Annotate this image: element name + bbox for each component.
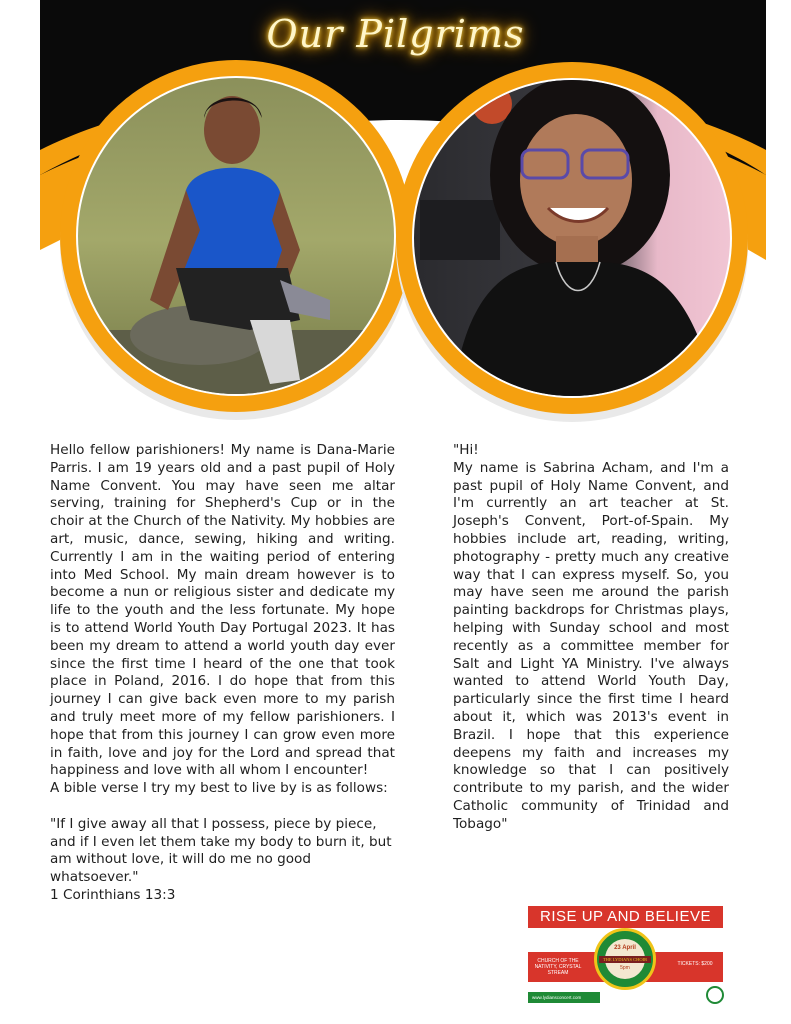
bio-verse-intro: A bible verse I try my best to live by is as follows: [50, 780, 388, 797]
poster-date: 23 April [614, 945, 636, 951]
pilgrim-bio-sabrina [453, 442, 729, 834]
poster-tickets: TICKETS: $200 [677, 961, 713, 967]
concert-poster[interactable] [528, 906, 728, 1010]
bio-paragraph: Hello fellow parishioners! My name is Dana-Marie Parris. I am 19 years old and a past pupil of Holy Name Convent. You may have seen me altar serving, training for Shepherd's Cup or in the choir at the Church of the Nativity. My hobbies are art, music, dance, sewing, hiking and writing. Currently I am in the waiting period of entering into Med School. My main dream however is to become a nun or religious sister and dedicate my life to the youth and the less fortunate. My hope is to attend World Youth Day Portugal 2023. It has been my dream to attend a world youth day ever since the first time I heard of the one that took place in Poland, 2016. I do hope that from this journey I can give back even more to my parish and truly meet more of my fellow parishioners. I hope that from this journey I can grow even more in faith, love and joy for the Lord and spread that happiness and love with all whom I encounter! [50, 442, 395, 779]
bio-greeting: "Hi! [453, 442, 479, 458]
poster-venue: CHURCH OF THE NATIVITY, CRYSTAL STREAM [534, 958, 582, 976]
page-title: Our Pilgrims [266, 12, 525, 56]
bio-verse: "If I give away all that I possess, piece by piece, and if I even let them take my body to burn it, but am without love, it will do me no good whatsoever." [50, 815, 392, 886]
poster-emblem [594, 928, 656, 990]
spacer [50, 798, 395, 816]
pilgrim-bio-dana-marie [50, 442, 395, 905]
bio-paragraph: My name is Sabrina Acham, and I'm a past pupil of Holy Name Convent, and I'm currently an art teacher at St. Joseph's Convent, Port-of-Spain. My hobbies include art, reading, writing, photography - pretty much any creative way that I can express myself. So, you may have seen me around the parish painting backdrops for Christmas plays, helping with Sunday school and most recently as a committee member for Salt and Light YA Ministry. I've always wanted to attend World Youth Day, particularly since the first time I heard about it, which was 2013's event in Brazil. I hope that this experience deepens my faith and increases my knowledge so that I can positively contribute to my parish, and the wider Catholic community of Trinidad and Tobago" [453, 459, 729, 832]
bio-verse-reference: 1 Corinthians 13:3 [50, 886, 176, 903]
poster-choir: THE LYDIANS CHOIR [599, 956, 651, 963]
poster-time: 5pm [620, 965, 630, 971]
poster-website[interactable]: www.lydiansconcert.com [528, 992, 600, 1003]
poster-banner: RISE UP AND BELIEVE [528, 906, 723, 928]
parish-logo-icon [706, 986, 724, 1004]
